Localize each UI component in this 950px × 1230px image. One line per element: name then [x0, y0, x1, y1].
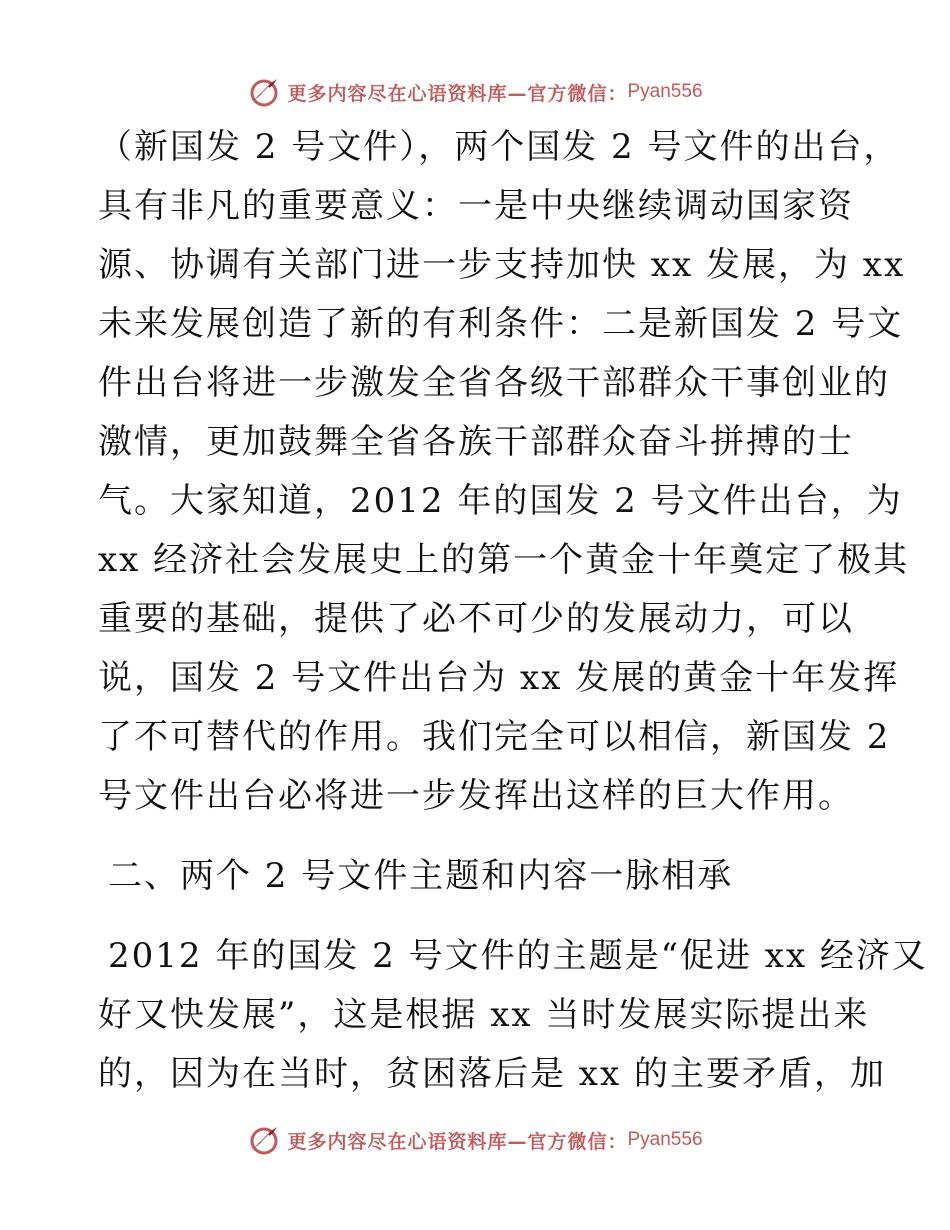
quill-logo-icon [247, 75, 281, 109]
watermark-brand-text: 更多内容尽在心语资料库—官方微信： [287, 82, 628, 105]
text-line: 号文件出台必将进一步发挥出这样的巨大作用。 [98, 776, 854, 816]
paragraph-3 [98, 927, 928, 1104]
text-line: 气。大家知道，2012 年的国发 2 号文件出台，为 [98, 481, 903, 521]
watermark-wechat-id: Pyan556 [627, 81, 703, 102]
heading-text: 二、两个 2 号文件主题和内容一脉相承 [108, 856, 734, 896]
footer-watermark [0, 1118, 950, 1162]
watermark-brand-text: 更多内容尽在心语资料库—官方微信： [287, 1130, 628, 1153]
text-line: 重要的基础，提供了必不可少的发展动力，可以 [98, 599, 854, 639]
text-line: xx 经济社会发展史上的第一个黄金十年奠定了极其 [98, 540, 910, 580]
quill-logo-icon [247, 1123, 281, 1157]
text-line: 说，国发 2 号文件出台为 xx 发展的黄金十年发挥 [98, 658, 900, 698]
text-line: 的，因为在当时，贫困落后是 xx 的主要矛盾，加 [98, 1054, 886, 1094]
document-body [98, 118, 928, 1104]
paragraph-1 [98, 118, 910, 826]
section-heading [98, 847, 858, 906]
text-line: 激情，更加鼓舞全省各族干部群众奋斗拼搏的士 [98, 422, 854, 462]
text-line: （新国发 2 号文件），两个国发 2 号文件的出台， [98, 127, 900, 167]
header-watermark [0, 70, 950, 114]
text-line: 好又快发展”，这是根据 xx 当时发展实际提出来 [98, 995, 870, 1035]
text-line: 件出台将进一步激发全省各级干部群众干事创业的 [98, 363, 890, 403]
text-line: 未来发展创造了新的有利条件：二是新国发 2 号文 [98, 304, 904, 344]
watermark-wechat-id: Pyan556 [627, 1129, 703, 1150]
text-line: 源、协调有关部门进一步支持加快 xx 发展，为 xx [98, 245, 906, 285]
text-line: 具有非凡的重要意义：一是中央继续调动国家资 [98, 186, 854, 226]
text-line: 了不可替代的作用。我们完全可以相信，新国发 2 [98, 717, 891, 757]
text-line: 2012 年的国发 2 号文件的主题是“促进 xx 经济又 [108, 936, 928, 976]
